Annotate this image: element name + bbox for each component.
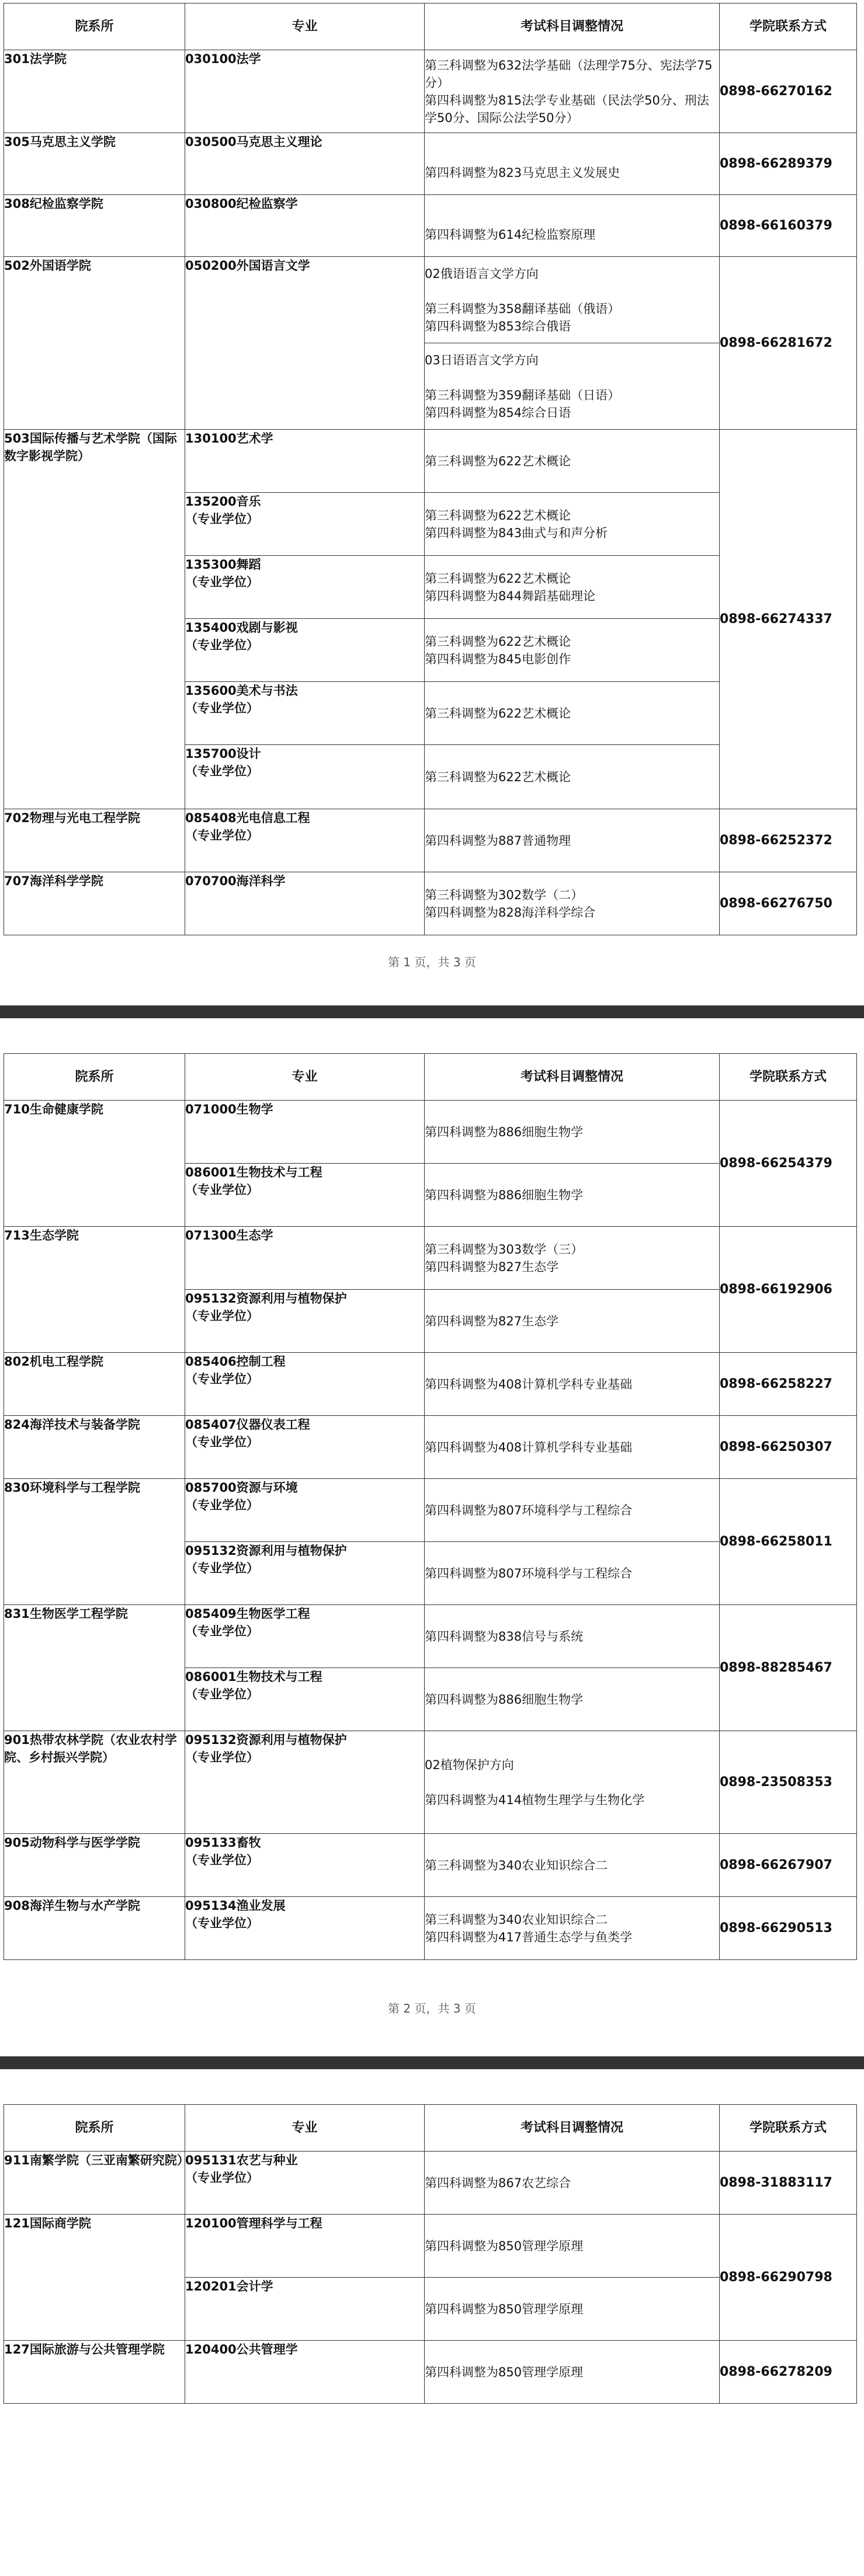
major-cell: [185, 745, 425, 809]
adjustment-line: 第三科调整为622艺术概论: [425, 571, 571, 586]
dept-cell: 502外国语学院: [4, 257, 185, 430]
dept-cell: 308纪检监察学院: [4, 195, 185, 257]
adjustment-cell: [425, 195, 720, 257]
adjustment-cell: [425, 343, 720, 430]
adjustment-cell: [425, 493, 720, 556]
adjustment-line: 第四科调整为854综合日语: [425, 405, 571, 420]
adjustment-line: 第四科调整为867农艺综合: [425, 2175, 571, 2190]
major-cell: [185, 1101, 425, 1164]
adjustment-line: 第四科调整为886细胞生物学: [425, 1125, 584, 1139]
table-row: [4, 1731, 857, 1834]
header-adjustment: 考试科目调整情况: [425, 4, 720, 50]
major-cell: [185, 1668, 425, 1731]
adjustment-line: 02俄语语言文学方向: [425, 266, 539, 281]
adjustment-cell: [425, 1605, 720, 1668]
contact-phone: 0898-66250307: [720, 1416, 857, 1479]
contact-phone: 0898-66278209: [720, 2341, 857, 2404]
adjustment-cell: [425, 2152, 720, 2215]
contact-phone: 0898-66192906: [720, 1227, 857, 1353]
dept-cell: 127国际旅游与公共管理学院: [4, 2341, 185, 2404]
major-line: 071000生物学: [185, 1102, 273, 1116]
adjustment-line: 第四科调整为828海洋科学综合: [425, 905, 596, 920]
adjustment-line: 第三科调整为340农业知识综合二: [425, 1912, 608, 1927]
table-row: [4, 2215, 857, 2278]
major-line: 030800纪检监察学: [185, 197, 298, 211]
table-header-row: [4, 2105, 857, 2152]
major-line: （专业学位）: [185, 2171, 259, 2185]
adjustment-line: 第三科调整为358翻译基础（俄语）: [425, 301, 620, 316]
contact-phone: 0898-66258011: [720, 1479, 857, 1605]
major-cell: [185, 133, 425, 195]
adjustment-cell: [425, 809, 720, 872]
major-cell: [185, 2341, 425, 2404]
adjustment-line: 第四科调整为853综合俄语: [425, 319, 571, 333]
contact-phone: 0898-66281672: [720, 257, 857, 430]
adjustment-cell: [425, 2215, 720, 2278]
header-contact: 学院联系方式: [720, 2105, 857, 2152]
adjustment-line: 第四科调整为807环境科学与工程综合: [425, 1503, 633, 1517]
adjustment-cell: [425, 1101, 720, 1164]
adjustment-cell: [425, 50, 720, 133]
header-contact: 学院联系方式: [720, 1054, 857, 1101]
adjustment-line: 第四科调整为886细胞生物学: [425, 1692, 584, 1707]
major-line: 085406控制工程: [185, 1355, 286, 1369]
header-dept: 院系所: [4, 4, 185, 50]
adjustment-cell: [425, 619, 720, 682]
major-line: 120201会计学: [185, 2279, 273, 2293]
table-row: [4, 872, 857, 935]
adjustment-line: 第三科调整为622艺术概论: [425, 508, 571, 523]
major-cell: [185, 619, 425, 682]
adjustment-cell: [425, 1416, 720, 1479]
major-line: （专业学位）: [185, 1561, 259, 1575]
table-row: [4, 1353, 857, 1416]
major-line: 085409生物医学工程: [185, 1607, 310, 1621]
adjustment-line: 第四科调整为807环境科学与工程综合: [425, 1566, 633, 1581]
adjustment-table: [4, 1053, 857, 1960]
contact-phone: 0898-31883117: [720, 2152, 857, 2215]
blank-line: [425, 147, 719, 164]
dept-cell: 908海洋生物与水产学院: [4, 1897, 185, 1960]
table-row: [4, 809, 857, 872]
dept-cell: 503国际传播与艺术学院（国际数字影视学院）: [4, 430, 185, 809]
adjustment-cell: [425, 1542, 720, 1605]
major-cell: [185, 1479, 425, 1542]
page-separator: [0, 2056, 864, 2069]
adjustment-cell: [425, 745, 720, 809]
adjustment-cell: [425, 430, 720, 493]
header-dept: 院系所: [4, 1054, 185, 1101]
blank-line: [425, 369, 719, 387]
major-cell: [185, 195, 425, 257]
contact-phone: 0898-66274337: [720, 430, 857, 809]
major-line: 095132资源利用与植物保护: [185, 1544, 347, 1558]
adjustment-cell: [425, 1227, 720, 1290]
major-cell: [185, 430, 425, 493]
adjustment-cell: [425, 682, 720, 745]
major-cell: [185, 1542, 425, 1605]
table-row: [4, 257, 857, 343]
table-row: [4, 1897, 857, 1960]
dept-cell: 710生命健康学院: [4, 1101, 185, 1227]
contact-phone: 0898-88285467: [720, 1605, 857, 1731]
adjustment-line: 第四科调整为417普通生态学与鱼类学: [425, 1930, 633, 1944]
adjustment-line: 第三科调整为622艺术概论: [425, 706, 571, 720]
document-page-2: [0, 1018, 864, 2046]
major-line: 085408光电信息工程: [185, 811, 310, 825]
adjustment-line: 第四科调整为850管理学原理: [425, 2302, 584, 2316]
table-row: [4, 430, 857, 493]
adjustment-line: 第四科调整为838信号与系统: [425, 1629, 584, 1644]
table-header-row: [4, 1054, 857, 1101]
major-line: 135300舞蹈: [185, 558, 261, 572]
major-line: （专业学位）: [185, 638, 259, 652]
dept-cell: 702物理与光电工程学院: [4, 809, 185, 872]
header-major: 专业: [185, 1054, 425, 1101]
major-cell: [185, 1897, 425, 1960]
adjustment-line: 第四科调整为823马克思主义发展史: [425, 165, 620, 180]
major-line: 095134渔业发展: [185, 1899, 286, 1913]
dept-cell: 707海洋科学学院: [4, 872, 185, 935]
table-row: [4, 133, 857, 195]
header-adjustment: 考试科目调整情况: [425, 1054, 720, 1101]
adjustment-line: 第三科调整为622艺术概论: [425, 770, 571, 784]
adjustment-line: 第四科调整为843曲式与和声分析: [425, 525, 608, 540]
major-cell: [185, 682, 425, 745]
adjustment-line: 第四科调整为827生态学: [425, 1314, 559, 1328]
major-line: 095131农艺与种业: [185, 2153, 298, 2167]
adjustment-line: 第三科调整为302数学（二）: [425, 887, 584, 902]
major-line: （专业学位）: [185, 1498, 259, 1512]
header-major: 专业: [185, 2105, 425, 2152]
adjustment-line: 02植物保护方向: [425, 1757, 514, 1772]
contact-phone: 0898-66290798: [720, 2215, 857, 2341]
table-row: [4, 1416, 857, 1479]
adjustment-line: 第四科调整为850管理学原理: [425, 2365, 584, 2379]
dept-cell: 301法学院: [4, 50, 185, 133]
major-cell: [185, 1834, 425, 1897]
adjustment-cell: [425, 1731, 720, 1834]
major-cell: [185, 1416, 425, 1479]
dept-cell: 713生态学院: [4, 1227, 185, 1353]
major-cell: [185, 872, 425, 935]
adjustment-cell: [425, 133, 720, 195]
major-line: （专业学位）: [185, 1750, 259, 1764]
blank-line: [425, 283, 719, 300]
major-line: 086001生物技术与工程: [185, 1165, 322, 1179]
contact-phone: 0898-66252372: [720, 809, 857, 872]
page-footer: 第 2 页，共 3 页: [388, 2001, 476, 2015]
dept-cell: 830环境科学与工程学院: [4, 1479, 185, 1605]
major-cell: [185, 50, 425, 133]
adjustment-line: 03日语语言文学方向: [425, 353, 539, 367]
contact-phone: 0898-66267907: [720, 1834, 857, 1897]
dept-cell: 305马克思主义学院: [4, 133, 185, 195]
adjustment-line: 第四科调整为850管理学原理: [425, 2239, 584, 2253]
header-adjustment: 考试科目调整情况: [425, 2105, 720, 2152]
major-line: 120400公共管理学: [185, 2342, 298, 2356]
table-row: [4, 1605, 857, 1668]
major-line: （专业学位）: [185, 1183, 259, 1197]
contact-phone: 0898-66160379: [720, 195, 857, 257]
major-line: （专业学位）: [185, 1372, 259, 1386]
dept-cell: 802机电工程学院: [4, 1353, 185, 1416]
table-row: [4, 2152, 857, 2215]
adjustment-line: 第三科调整为359翻译基础（日语）: [425, 388, 620, 402]
adjustment-cell: [425, 1290, 720, 1353]
major-line: 071300生态学: [185, 1228, 273, 1242]
adjustment-line: 第四科调整为845电影创作: [425, 652, 571, 666]
major-cell: [185, 257, 425, 430]
major-cell: [185, 1731, 425, 1834]
adjustment-line: 第三科调整为622艺术概论: [425, 454, 571, 468]
adjustment-line: 第四科调整为886细胞生物学: [425, 1188, 584, 1202]
adjustment-cell: [425, 1164, 720, 1227]
major-line: 135200音乐: [185, 495, 261, 509]
major-line: （专业学位）: [185, 764, 259, 778]
table-header-row: [4, 4, 857, 50]
adjustment-line: 第四科调整为887普通物理: [425, 833, 571, 848]
contact-phone: 0898-23508353: [720, 1731, 857, 1834]
major-line: 086001生物技术与工程: [185, 1670, 322, 1684]
adjustment-cell: [425, 1834, 720, 1897]
major-line: 135600美术与书法: [185, 684, 298, 698]
adjustment-cell: [425, 2341, 720, 2404]
major-line: （专业学位）: [185, 575, 259, 589]
major-cell: [185, 2215, 425, 2278]
major-cell: [185, 1164, 425, 1227]
table-row: [4, 50, 857, 133]
major-line: （专业学位）: [185, 829, 259, 843]
adjustment-cell: [425, 1897, 720, 1960]
table-row: [4, 2341, 857, 2404]
major-line: （专业学位）: [185, 1687, 259, 1701]
major-line: 085407仪器仪表工程: [185, 1418, 310, 1432]
adjustment-cell: [425, 1668, 720, 1731]
contact-phone: 0898-66289379: [720, 133, 857, 195]
major-line: 050200外国语言文学: [185, 259, 310, 273]
blank-line: [425, 208, 719, 226]
contact-phone: 0898-66270162: [720, 50, 857, 133]
contact-phone: 0898-66258227: [720, 1353, 857, 1416]
major-cell: [185, 809, 425, 872]
dept-cell: 824海洋技术与装备学院: [4, 1416, 185, 1479]
table-row: [4, 1101, 857, 1164]
major-cell: [185, 1290, 425, 1353]
adjustment-cell: [425, 257, 720, 343]
major-line: 095132资源利用与植物保护: [185, 1292, 347, 1306]
major-line: （专业学位）: [185, 1435, 259, 1449]
dept-cell: 121国际商学院: [4, 2215, 185, 2341]
adjustment-line: 第四科调整为827生态学: [425, 1259, 559, 1274]
major-line: 120100管理科学与工程: [185, 2216, 322, 2230]
major-line: （专业学位）: [185, 1853, 259, 1867]
document-page-3: [0, 2069, 864, 2576]
major-cell: [185, 1227, 425, 1290]
page-footer: 第 1 页，共 3 页: [388, 955, 476, 969]
adjustment-line: 第三科调整为632法学基础（法理学75分、宪法学75分）: [425, 58, 713, 90]
adjustment-line: 第四科调整为844舞蹈基础理论: [425, 589, 596, 603]
adjustment-line: 第四科调整为815法学专业基础（民法学50分、刑法学50分、国际公法学50分）: [425, 93, 709, 125]
major-line: 030500马克思主义理论: [185, 135, 322, 149]
contact-phone: 0898-66254379: [720, 1101, 857, 1227]
major-cell: [185, 1353, 425, 1416]
adjustment-table: [4, 2104, 857, 2404]
dept-cell: 831生物医学工程学院: [4, 1605, 185, 1731]
major-cell: [185, 556, 425, 619]
adjustment-cell: [425, 2278, 720, 2341]
major-line: 085700资源与环境: [185, 1481, 298, 1495]
adjustment-line: 第三科调整为303数学（三）: [425, 1242, 584, 1256]
header-major: 专业: [185, 4, 425, 50]
major-cell: [185, 2152, 425, 2215]
header-dept: 院系所: [4, 2105, 185, 2152]
dept-cell: 911南繁学院（三亚南繁研究院）: [4, 2152, 185, 2215]
major-cell: [185, 1605, 425, 1668]
adjustment-table: [4, 3, 857, 935]
major-line: 095132资源利用与植物保护: [185, 1733, 347, 1747]
table-row: [4, 1834, 857, 1897]
major-line: （专业学位）: [185, 512, 259, 526]
major-line: （专业学位）: [185, 1624, 259, 1638]
blank-line: [425, 1774, 719, 1791]
adjustment-line: 第四科调整为614纪检监察原理: [425, 227, 596, 242]
major-line: （专业学位）: [185, 1309, 259, 1323]
adjustment-line: 第三科调整为340农业知识综合二: [425, 1858, 608, 1872]
dept-cell: 905动物科学与医学学院: [4, 1834, 185, 1897]
adjustment-line: 第四科调整为408计算机学科专业基础: [425, 1377, 633, 1391]
adjustment-cell: [425, 872, 720, 935]
major-line: 135700设计: [185, 747, 261, 761]
major-cell: [185, 493, 425, 556]
adjustment-cell: [425, 556, 720, 619]
major-line: 070700海洋科学: [185, 874, 286, 888]
dept-cell: 901热带农林学院（农业农村学院、乡村振兴学院）: [4, 1731, 185, 1834]
table-row: [4, 195, 857, 257]
major-cell: [185, 2278, 425, 2341]
adjustment-line: 第四科调整为414植物生理学与生物化学: [425, 1792, 645, 1807]
major-line: 135400戏剧与影视: [185, 621, 298, 635]
table-row: [4, 1227, 857, 1290]
contact-phone: 0898-66290513: [720, 1897, 857, 1960]
major-line: 030100法学: [185, 52, 261, 66]
page-separator: [0, 1005, 864, 1018]
header-contact: 学院联系方式: [720, 4, 857, 50]
major-line: 130100艺术学: [185, 431, 273, 445]
adjustment-cell: [425, 1353, 720, 1416]
adjustment-line: 第三科调整为622艺术概论: [425, 634, 571, 649]
document-page-1: [0, 0, 864, 1004]
major-line: 095133畜牧: [185, 1836, 261, 1850]
major-line: （专业学位）: [185, 1916, 259, 1930]
adjustment-cell: [425, 1479, 720, 1542]
table-row: [4, 1479, 857, 1542]
major-line: （专业学位）: [185, 701, 259, 715]
adjustment-line: 第四科调整为408计算机学科专业基础: [425, 1440, 633, 1454]
contact-phone: 0898-66276750: [720, 872, 857, 935]
